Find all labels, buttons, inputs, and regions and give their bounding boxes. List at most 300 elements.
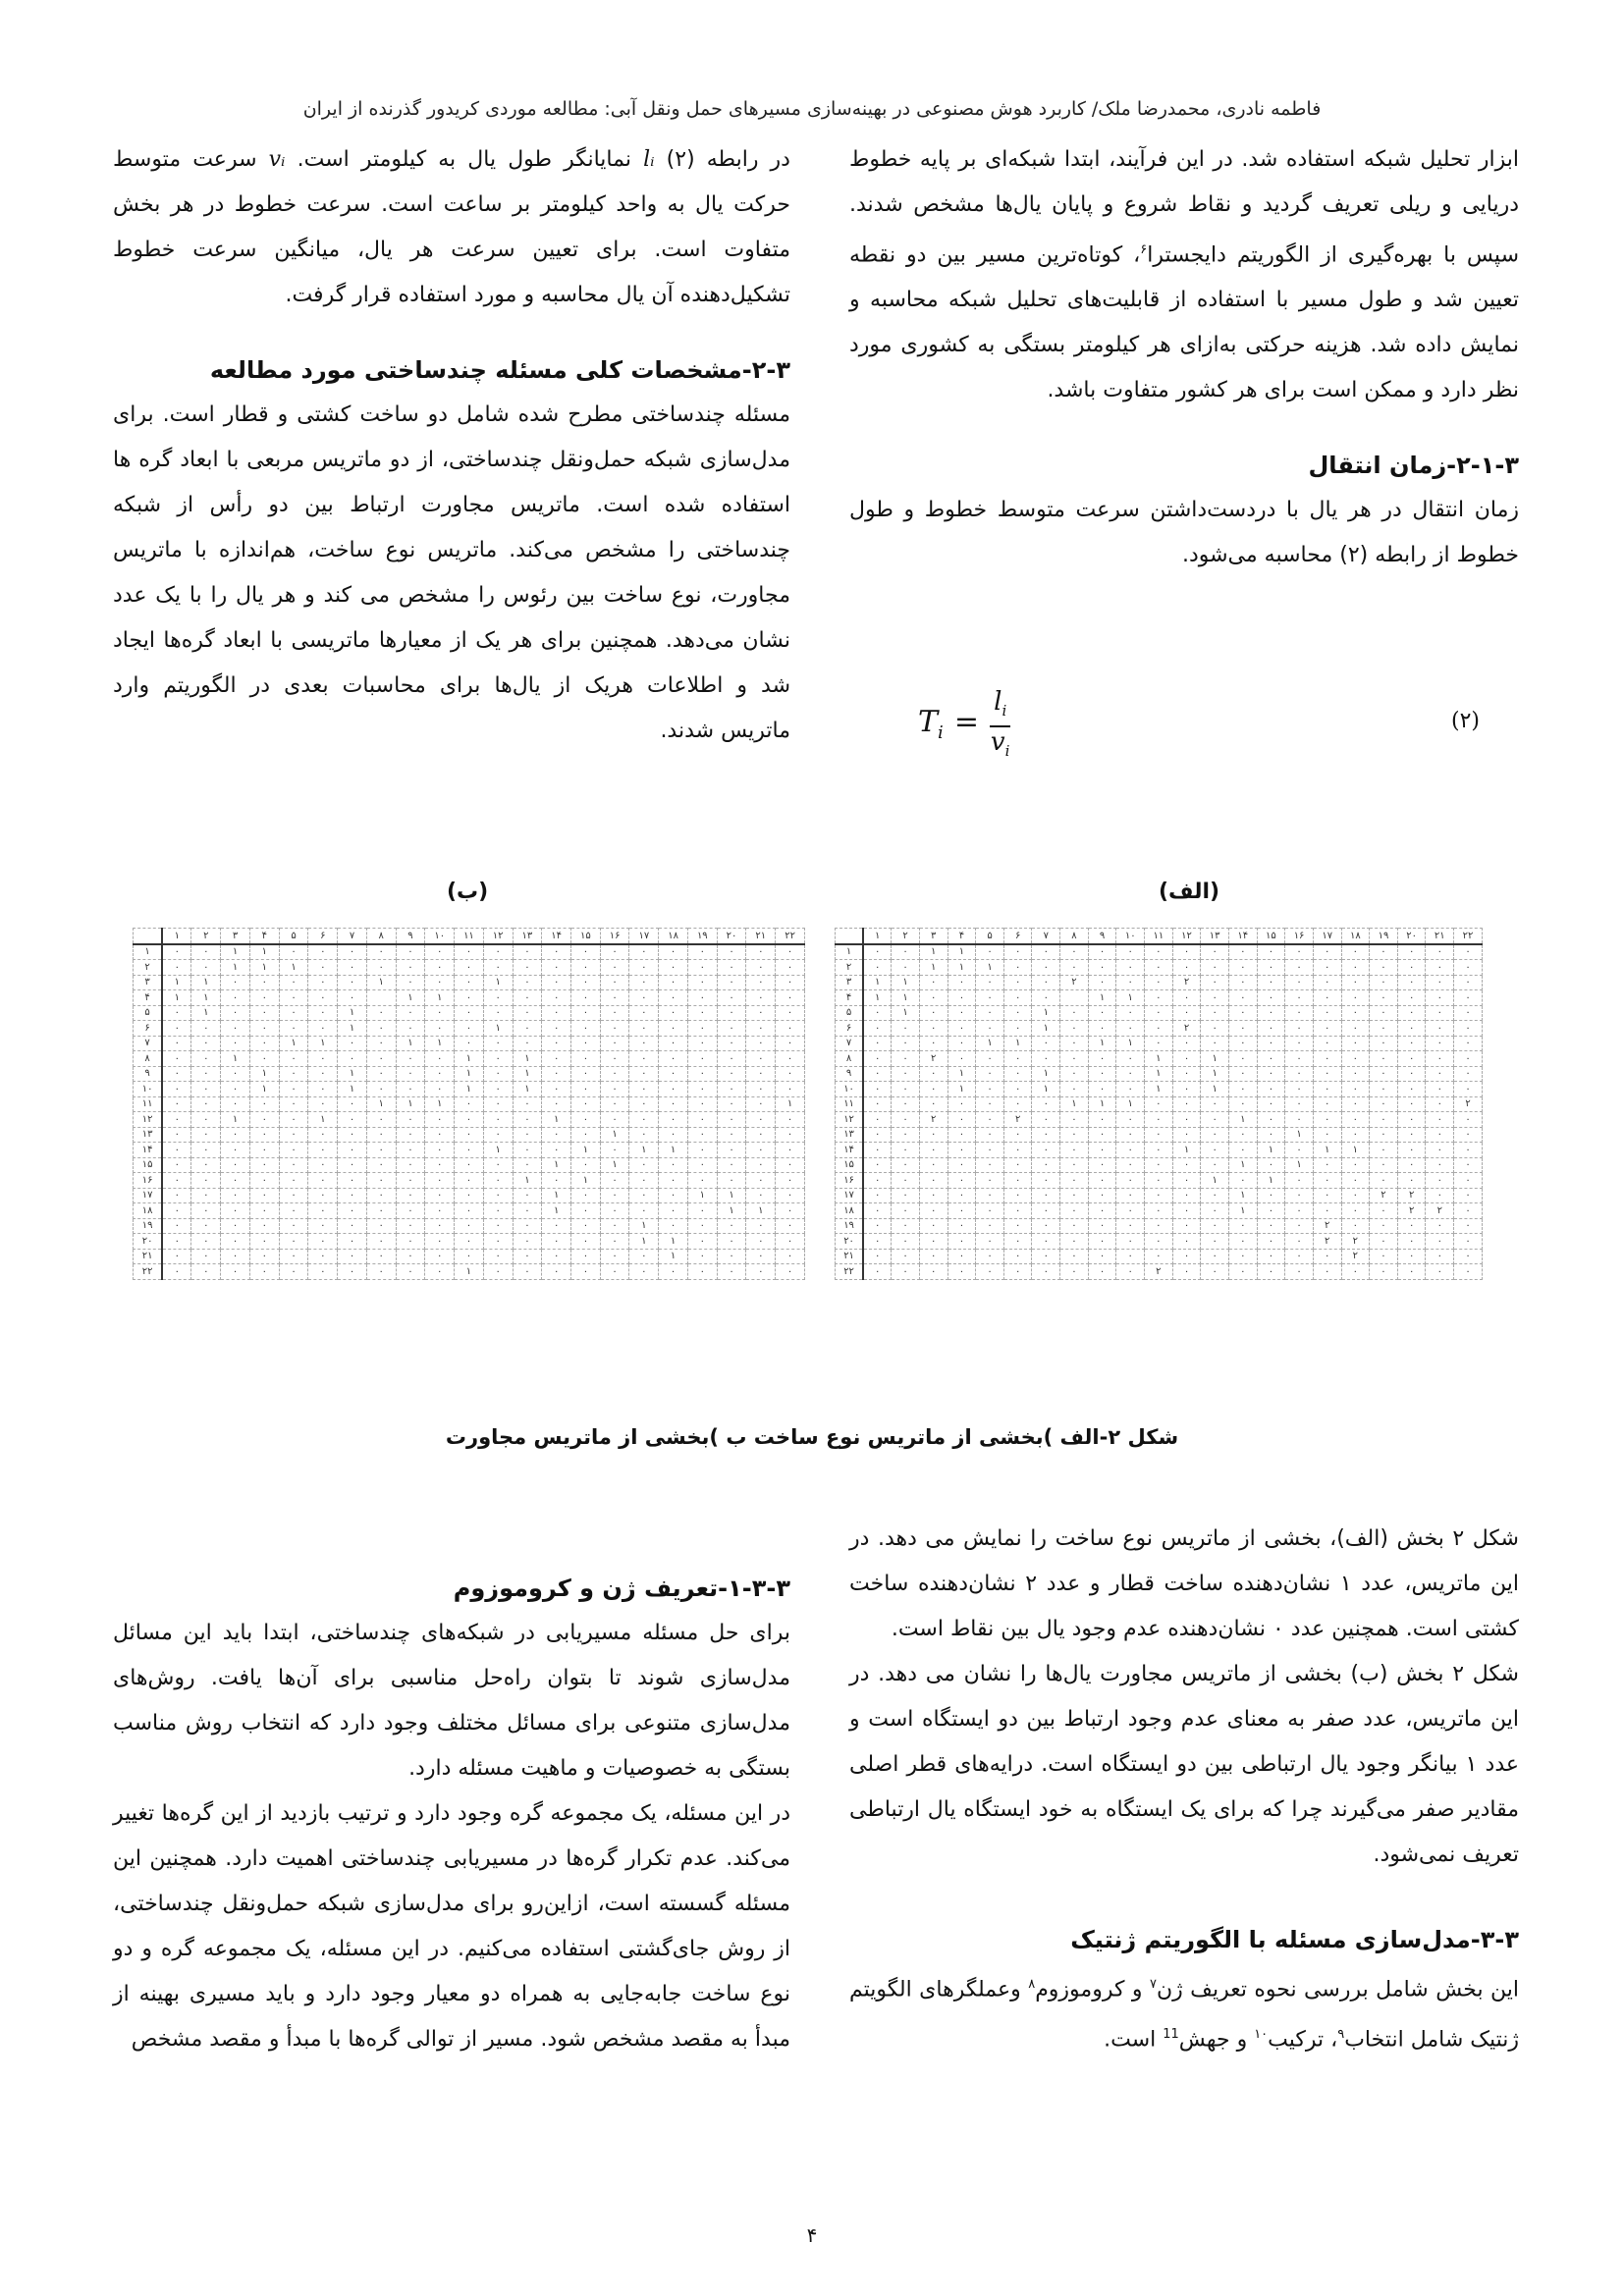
matrix-cell: ۲ — [1003, 1112, 1032, 1128]
matrix-cell: ۰ — [249, 1127, 279, 1143]
matrix-cell: ۰ — [366, 944, 396, 960]
matrix-cell: ۰ — [892, 1021, 920, 1037]
matrix-cell: ۰ — [1370, 1082, 1398, 1097]
matrix-cell: ۰ — [221, 990, 250, 1006]
matrix-row — [134, 1234, 805, 1250]
matrix-cell: ۰ — [1370, 960, 1398, 976]
matrix-cell: ۰ — [279, 1112, 308, 1128]
matrix-cell: ۰ — [919, 1096, 947, 1112]
matrix-cell: ۰ — [513, 1036, 542, 1051]
matrix-cell: ۰ — [513, 1249, 542, 1264]
matrix-cell: ۰ — [249, 1005, 279, 1021]
matrix-cell: ۰ — [976, 1066, 1004, 1082]
matrix-cell: ۰ — [221, 1218, 250, 1234]
matrix-column-header: ۱۷ — [629, 929, 659, 944]
matrix-cell: ۰ — [687, 990, 717, 1006]
matrix-cell: ۰ — [162, 1051, 191, 1067]
matrix-cell: ۰ — [776, 1051, 805, 1067]
matrix-cell: ۰ — [1201, 1005, 1229, 1021]
matrix-cell: ۰ — [455, 1127, 484, 1143]
matrix-cell: ۰ — [425, 1112, 455, 1128]
matrix-cell: ۰ — [279, 1264, 308, 1280]
matrix-row-header: ۱۸ — [134, 1203, 163, 1219]
matrix-cell: ۰ — [162, 1005, 191, 1021]
matrix-cell: ۰ — [191, 1051, 221, 1067]
matrix-cell: ۰ — [279, 1249, 308, 1264]
paragraph: در این مسئله، یک مجموعه گره وجود دارد و ترتیب بازدید از این گره‌ها تغییر می‌کند. عدم تکرار گره‌ها در مسیریابی چندساختی اهمیت دارد. همچنین این مسئله گسسته است، ازاین‌رو برای مدل‌سازی شبکه حمل‌ونقل چندساختی، از روش جای‌گشتی استفاده می‌کنیم. در این مسئله، یک مجموعه گره و دو نوع ساخت جابه‌جایی به همراه دو معیار وجود دارد و باید مسیری بهینه از مبدأ به مقصد مشخص شود. مسیر از توالی گره‌ها با مبدأ و مقصد مشخص — [113, 1801, 790, 2052]
matrix-cell: ۰ — [396, 1157, 425, 1173]
matrix-cell: ۰ — [1088, 1218, 1116, 1234]
matrix-cell: ۰ — [1003, 1218, 1032, 1234]
matrix-cell: ۰ — [1060, 944, 1089, 960]
matrix-cell: ۱ — [513, 1173, 542, 1189]
matrix-cell: ۰ — [513, 1234, 542, 1250]
matrix-cell: ۰ — [746, 944, 776, 960]
matrix-row-header: ۲ — [134, 960, 163, 976]
matrix-cell: ۰ — [1426, 1264, 1454, 1280]
matrix-cell: ۰ — [1088, 1173, 1116, 1189]
left-column-bottom — [113, 1566, 790, 2062]
matrix-cell: ۰ — [1003, 975, 1032, 990]
matrix-cell: ۰ — [1060, 960, 1089, 976]
matrix-cell: ۰ — [249, 1112, 279, 1128]
matrix-cell: ۰ — [1088, 1112, 1116, 1128]
matrix-cell: ۰ — [600, 1021, 629, 1037]
matrix-cell: ۰ — [1454, 1036, 1483, 1051]
matrix-row — [836, 1249, 1483, 1264]
matrix-cell: ۱ — [1201, 1082, 1229, 1097]
matrix-cell: ۱ — [1060, 1096, 1089, 1112]
matrix-row — [134, 1188, 805, 1203]
matrix-cell: ۰ — [366, 1218, 396, 1234]
matrix-cell: ۱ — [892, 975, 920, 990]
matrix-cell: ۰ — [1088, 1203, 1116, 1219]
matrix-cell: ۰ — [717, 1143, 746, 1158]
matrix-column-header: ۷ — [338, 929, 367, 944]
matrix-cell: ۰ — [1341, 1218, 1370, 1234]
matrix-cell: ۰ — [629, 1173, 659, 1189]
matrix-cell: ۱ — [1032, 1005, 1060, 1021]
matrix-cell: ۰ — [1145, 944, 1173, 960]
matrix-cell: ۰ — [863, 1157, 892, 1173]
matrix-cell: ۰ — [1454, 1234, 1483, 1250]
matrix-column-header: ۶ — [308, 929, 338, 944]
matrix-cell: ۰ — [1257, 1218, 1285, 1234]
matrix-cell: ۰ — [1201, 1157, 1229, 1173]
matrix-cell: ۰ — [776, 1127, 805, 1143]
matrix-column-header: ۱۰ — [1116, 929, 1145, 944]
matrix-cell: ۰ — [659, 944, 688, 960]
matrix-row — [836, 990, 1483, 1006]
matrix-cell: ۰ — [863, 1066, 892, 1082]
matrix-cell: ۰ — [162, 944, 191, 960]
matrix-row-header: ۱۵ — [836, 1157, 864, 1173]
matrix-cell: ۰ — [919, 1157, 947, 1173]
matrix-cell: ۰ — [1228, 1218, 1257, 1234]
matrix-cell: ۰ — [1285, 1082, 1314, 1097]
matrix-cell: ۰ — [1003, 1021, 1032, 1037]
matrix-cell: ۰ — [746, 1051, 776, 1067]
matrix-cell: ۰ — [1172, 1173, 1201, 1189]
matrix-cell: ۰ — [1285, 1066, 1314, 1082]
matrix-cell: ۰ — [1116, 1127, 1145, 1143]
matrix-cell: ۰ — [1145, 1234, 1173, 1250]
matrix-cell: ۰ — [1003, 1173, 1032, 1189]
matrix-cell: ۰ — [1172, 1157, 1201, 1173]
matrix-cell: ۰ — [1116, 944, 1145, 960]
matrix-cell: ۰ — [1397, 944, 1426, 960]
matrix-cell: ۰ — [571, 1005, 601, 1021]
matrix-cell: ۰ — [1003, 1127, 1032, 1143]
matrix-cell: ۱ — [221, 960, 250, 976]
matrix-cell: ۰ — [308, 1127, 338, 1143]
matrix-cell: ۰ — [1397, 1021, 1426, 1037]
matrix-cell: ۰ — [1285, 1021, 1314, 1037]
matrix-cell: ۰ — [1341, 1036, 1370, 1051]
matrix-cell: ۰ — [863, 1021, 892, 1037]
matrix-cell: ۰ — [366, 960, 396, 976]
matrix-cell: ۰ — [919, 1249, 947, 1264]
matrix-cell: ۰ — [571, 960, 601, 976]
matrix-cell: ۰ — [279, 1051, 308, 1067]
matrix-cell: ۰ — [1341, 1021, 1370, 1037]
matrix-row-header: ۲ — [836, 960, 864, 976]
matrix-cell: ۰ — [1313, 1066, 1341, 1082]
matrix-row — [836, 1188, 1483, 1203]
matrix-cell: ۰ — [746, 960, 776, 976]
matrix-cell: ۰ — [892, 1203, 920, 1219]
matrix-cell: ۰ — [191, 1173, 221, 1189]
matrix-cell: ۰ — [1257, 1082, 1285, 1097]
matrix-cell: ۰ — [1370, 1203, 1398, 1219]
matrix-cell: ۰ — [1257, 1234, 1285, 1250]
matrix-cell: ۰ — [1088, 1066, 1116, 1082]
matrix-cell: ۰ — [191, 1234, 221, 1250]
matrix-cell: ۰ — [1313, 1036, 1341, 1051]
matrix-cell: ۰ — [687, 1066, 717, 1082]
matrix-cell: ۱ — [483, 1021, 513, 1037]
matrix-cell: ۰ — [1172, 1036, 1201, 1051]
matrix-cell: ۰ — [308, 1066, 338, 1082]
matrix-cell: ۰ — [1341, 1082, 1370, 1097]
matrix-cell: ۰ — [976, 1173, 1004, 1189]
matrix-cell: ۰ — [191, 1021, 221, 1037]
matrix-cell: ۰ — [162, 1173, 191, 1189]
matrix-cell: ۰ — [513, 1203, 542, 1219]
matrix-cell: ۱ — [629, 1218, 659, 1234]
matrix-cell: ۰ — [542, 1051, 571, 1067]
matrix-cell: ۰ — [659, 1036, 688, 1051]
matrix-cell: ۰ — [1285, 1036, 1314, 1051]
matrix-cell: ۰ — [1285, 944, 1314, 960]
matrix-cell: ۱ — [1313, 1143, 1341, 1158]
matrix-cell: ۰ — [483, 1218, 513, 1234]
matrix-column-header: ۷ — [1032, 929, 1060, 944]
matrix-cell: ۰ — [308, 990, 338, 1006]
matrix-cell: ۰ — [221, 1188, 250, 1203]
matrix-cell: ۰ — [1003, 960, 1032, 976]
matrix-cell: ۰ — [1285, 1143, 1314, 1158]
matrix-cell: ۰ — [542, 960, 571, 976]
matrix-cell: ۰ — [947, 1036, 976, 1051]
matrix-cell: ۱ — [191, 1005, 221, 1021]
matrix-cell: ۰ — [687, 1036, 717, 1051]
matrix-cell: ۰ — [338, 944, 367, 960]
matrix-cell: ۰ — [1003, 1264, 1032, 1280]
matrix-cell: ۰ — [776, 1005, 805, 1021]
matrix-cell: ۱ — [1116, 990, 1145, 1006]
matrix-cell: ۰ — [947, 1173, 976, 1189]
matrix-cell: ۰ — [366, 1143, 396, 1158]
matrix-cell: ۱ — [425, 1096, 455, 1112]
matrix-cell: ۰ — [1313, 1173, 1341, 1189]
matrix-cell: ۰ — [947, 1021, 976, 1037]
matrix-cell: ۱ — [221, 944, 250, 960]
matrix-cell: ۰ — [571, 1112, 601, 1128]
matrix-cell: ۰ — [513, 1264, 542, 1280]
matrix-cell: ۰ — [892, 1249, 920, 1264]
matrix-cell: ۰ — [1116, 960, 1145, 976]
matrix-cell: ۰ — [338, 1203, 367, 1219]
matrix-cell: ۰ — [687, 975, 717, 990]
matrix-row — [836, 1096, 1483, 1112]
matrix-cell: ۰ — [455, 1143, 484, 1158]
matrix-cell: ۰ — [1003, 1188, 1032, 1203]
matrix-cell: ۰ — [1257, 1157, 1285, 1173]
matrix-cell: ۰ — [1454, 1143, 1483, 1158]
right-column-bottom — [849, 1517, 1519, 2063]
matrix-cell: ۰ — [425, 1051, 455, 1067]
matrix-cell: ۱ — [629, 1234, 659, 1250]
matrix-cell: ۰ — [571, 1249, 601, 1264]
matrix-cell: ۰ — [863, 1218, 892, 1234]
matrix-row — [836, 1203, 1483, 1219]
matrix-cell: ۱ — [221, 1051, 250, 1067]
matrix-cell: ۰ — [687, 960, 717, 976]
matrix-cell: ۰ — [659, 1066, 688, 1082]
matrix-cell: ۰ — [1201, 944, 1229, 960]
matrix-cell: ۰ — [919, 975, 947, 990]
matrix-row-header: ۷ — [836, 1036, 864, 1051]
matrix-cell: ۰ — [892, 1051, 920, 1067]
matrix-cell: ۰ — [338, 1112, 367, 1128]
matrix-cell: ۰ — [396, 1082, 425, 1097]
matrix-cell: ۰ — [1060, 1264, 1089, 1280]
matrix-cell: ۰ — [746, 1188, 776, 1203]
matrix-cell: ۰ — [1003, 1082, 1032, 1097]
matrix-cell: ۰ — [1313, 1096, 1341, 1112]
paragraph: ابزار تحلیل شبکه استفاده شد. در این فرآیند، ابتدا شبکه‌ای بر پایه خطوط دریایی و ریلی تعریف گردید و نقاط شروع و پایان یال‌ها مشخص شدند. سپس با بهره‌گیری از الگوریتم دایجسترا$^۶$، کوتاه‌ترین مسیر بین دو نقطه تعیین شد و طول مسیر با استفاده از قابلیت‌های تحلیل شبکه محاسبه و نمایش داده شد. هزینه حرکتی به‌ازای هر کیلومتر بستگی به کشوری مورد نظر دارد و ممکن است برای هر کشور متفاوت باشد. — [849, 147, 1519, 403]
matrix-cell: ۰ — [249, 1051, 279, 1067]
matrix-row — [836, 1005, 1483, 1021]
matrix-cell: ۰ — [425, 1264, 455, 1280]
matrix-cell: ۱ — [308, 1112, 338, 1128]
matrix-cell: ۰ — [1313, 1127, 1341, 1143]
matrix-cell: ۲ — [1145, 1264, 1173, 1280]
matrix-cell: ۱ — [191, 990, 221, 1006]
matrix-cell: ۰ — [571, 1234, 601, 1250]
matrix-cell: ۰ — [1257, 1005, 1285, 1021]
matrix-cell: ۰ — [863, 1005, 892, 1021]
matrix-cell: ۱ — [542, 1112, 571, 1128]
matrix-cell: ۰ — [513, 960, 542, 976]
matrix-cell: ۲ — [1060, 975, 1089, 990]
matrix-cell: ۰ — [338, 1127, 367, 1143]
matrix-cell: ۱ — [396, 1096, 425, 1112]
matrix-cell: ۰ — [483, 1203, 513, 1219]
matrix-row — [134, 1143, 805, 1158]
matrix-cell: ۰ — [1426, 1112, 1454, 1128]
equation-2: $T_i$ = $\frac{l_i}{v_i}$ — [918, 687, 1010, 766]
matrix-cell: ۱ — [1201, 1066, 1229, 1082]
matrix-cell: ۱ — [976, 960, 1004, 976]
matrix-cell: ۰ — [1370, 1234, 1398, 1250]
matrix-cell: ۰ — [1228, 1127, 1257, 1143]
matrix-row-header: ۶ — [836, 1021, 864, 1037]
matrix-cell: ۱ — [776, 1096, 805, 1112]
matrix-cell: ۰ — [1285, 1264, 1314, 1280]
matrix-row — [836, 1264, 1483, 1280]
matrix-cell: ۱ — [746, 1203, 776, 1219]
matrix-cell: ۰ — [249, 1218, 279, 1234]
matrix-cell: ۰ — [1397, 1051, 1426, 1067]
matrix-cell: ۰ — [1088, 1157, 1116, 1173]
matrix-cell: ۰ — [776, 1021, 805, 1037]
matrix-cell: ۰ — [425, 1082, 455, 1097]
matrix-cell: ۰ — [919, 1066, 947, 1082]
matrix-row-header: ۲۱ — [836, 1249, 864, 1264]
matrix-row — [134, 1264, 805, 1280]
matrix-cell: ۲ — [1397, 1188, 1426, 1203]
matrix-cell: ۰ — [162, 1249, 191, 1264]
matrix-cell: ۰ — [308, 1249, 338, 1264]
matrix-cell: ۰ — [919, 1203, 947, 1219]
matrix-cell: ۱ — [687, 1188, 717, 1203]
matrix-cell: ۰ — [1228, 1021, 1257, 1037]
matrix-cell: ۰ — [1454, 1066, 1483, 1082]
matrix-cell: ۰ — [396, 1218, 425, 1234]
matrix-row — [836, 960, 1483, 976]
matrix-row-header: ۲۰ — [836, 1234, 864, 1250]
matrix-row — [836, 1066, 1483, 1082]
matrix-cell: ۰ — [1285, 1203, 1314, 1219]
matrix-cell: ۰ — [1228, 944, 1257, 960]
matrix-cell: ۰ — [1060, 1173, 1089, 1189]
matrix-cell: ۰ — [455, 1188, 484, 1203]
matrix-cell: ۰ — [455, 1021, 484, 1037]
matrix-cell: ۰ — [600, 975, 629, 990]
matrix-cell: ۰ — [746, 1218, 776, 1234]
matrix-cell: ۰ — [425, 975, 455, 990]
matrix-cell: ۰ — [1285, 1173, 1314, 1189]
matrix-row — [836, 1036, 1483, 1051]
matrix-cell: ۰ — [629, 1203, 659, 1219]
matrix-cell: ۰ — [976, 975, 1004, 990]
matrix-cell: ۰ — [1116, 1143, 1145, 1158]
matrix-cell: ۰ — [366, 1021, 396, 1037]
matrix-cell: ۰ — [746, 1096, 776, 1112]
matrix-cell: ۰ — [483, 1157, 513, 1173]
matrix-cell: ۰ — [542, 1005, 571, 1021]
matrix-row-header: ۳ — [836, 975, 864, 990]
matrix-row-header: ۱۶ — [134, 1173, 163, 1189]
matrix-cell: ۰ — [1257, 1021, 1285, 1037]
matrix-cell: ۰ — [629, 1021, 659, 1037]
matrix-cell: ۰ — [1454, 1127, 1483, 1143]
matrix-cell: ۰ — [600, 1066, 629, 1082]
matrix-cell: ۰ — [513, 1157, 542, 1173]
matrix-cell: ۰ — [746, 975, 776, 990]
matrix-cell: ۰ — [1454, 1051, 1483, 1067]
matrix-cell: ۲ — [919, 1051, 947, 1067]
matrix-cell: ۰ — [308, 1203, 338, 1219]
matrix-cell: ۰ — [687, 1051, 717, 1067]
matrix-cell: ۱ — [308, 1036, 338, 1051]
matrix-cell: ۰ — [513, 1143, 542, 1158]
section-heading: ۱-۳-۳-تعریف ژن و کروموزوم — [453, 1575, 790, 1602]
matrix-cell: ۰ — [717, 1021, 746, 1037]
matrix-cell: ۰ — [1454, 975, 1483, 990]
matrix-cell: ۰ — [483, 1036, 513, 1051]
matrix-cell: ۰ — [746, 1173, 776, 1189]
matrix-cell: ۰ — [1285, 1234, 1314, 1250]
matrix-cell: ۰ — [1116, 1112, 1145, 1128]
matrix-column-header: ۱۱ — [455, 929, 484, 944]
matrix-cell: ۰ — [947, 1143, 976, 1158]
matrix-cell: ۰ — [1088, 1143, 1116, 1158]
matrix-cell: ۰ — [629, 1005, 659, 1021]
matrix-cell: ۰ — [919, 1264, 947, 1280]
matrix-cell: ۰ — [919, 1127, 947, 1143]
matrix-cell: ۰ — [1088, 1249, 1116, 1264]
matrix-cell: ۰ — [947, 1188, 976, 1203]
matrix-cell: ۰ — [455, 1005, 484, 1021]
matrix-cell: ۰ — [396, 944, 425, 960]
matrix-cell: ۰ — [776, 1143, 805, 1158]
matrix-column-header: ۱۹ — [687, 929, 717, 944]
matrix-column-header: ۳ — [919, 929, 947, 944]
matrix-cell: ۰ — [1257, 1203, 1285, 1219]
matrix-cell: ۰ — [1397, 1112, 1426, 1128]
matrix-cell: ۰ — [455, 1096, 484, 1112]
matrix-cell: ۰ — [1341, 975, 1370, 990]
matrix-cell: ۰ — [687, 1005, 717, 1021]
matrix-cell: ۰ — [1397, 1173, 1426, 1189]
matrix-cell: ۰ — [1397, 1218, 1426, 1234]
matrix-cell: ۰ — [1172, 1203, 1201, 1219]
matrix-cell: ۰ — [571, 1066, 601, 1082]
matrix-cell: ۰ — [1172, 990, 1201, 1006]
matrix-cell: ۰ — [191, 944, 221, 960]
matrix-cell: ۰ — [425, 1021, 455, 1037]
matrix-row — [836, 975, 1483, 990]
matrix-cell: ۰ — [279, 1173, 308, 1189]
matrix-cell: ۰ — [1172, 960, 1201, 976]
matrix-cell: ۱ — [366, 1096, 396, 1112]
matrix-cell: ۰ — [1397, 1005, 1426, 1021]
matrix-cell: ۰ — [1397, 960, 1426, 976]
matrix-cell: ۱ — [947, 1082, 976, 1097]
matrix-cell: ۱ — [1341, 1143, 1370, 1158]
matrix-cell: ۰ — [455, 1203, 484, 1219]
matrix-cell: ۰ — [571, 1021, 601, 1037]
matrix-cell: ۰ — [1228, 1264, 1257, 1280]
matrix-cell: ۰ — [1397, 1264, 1426, 1280]
matrix-cell: ۰ — [1060, 1005, 1089, 1021]
matrix-cell: ۰ — [483, 944, 513, 960]
matrix-cell: ۱ — [1201, 1051, 1229, 1067]
matrix-cell: ۰ — [396, 1066, 425, 1082]
